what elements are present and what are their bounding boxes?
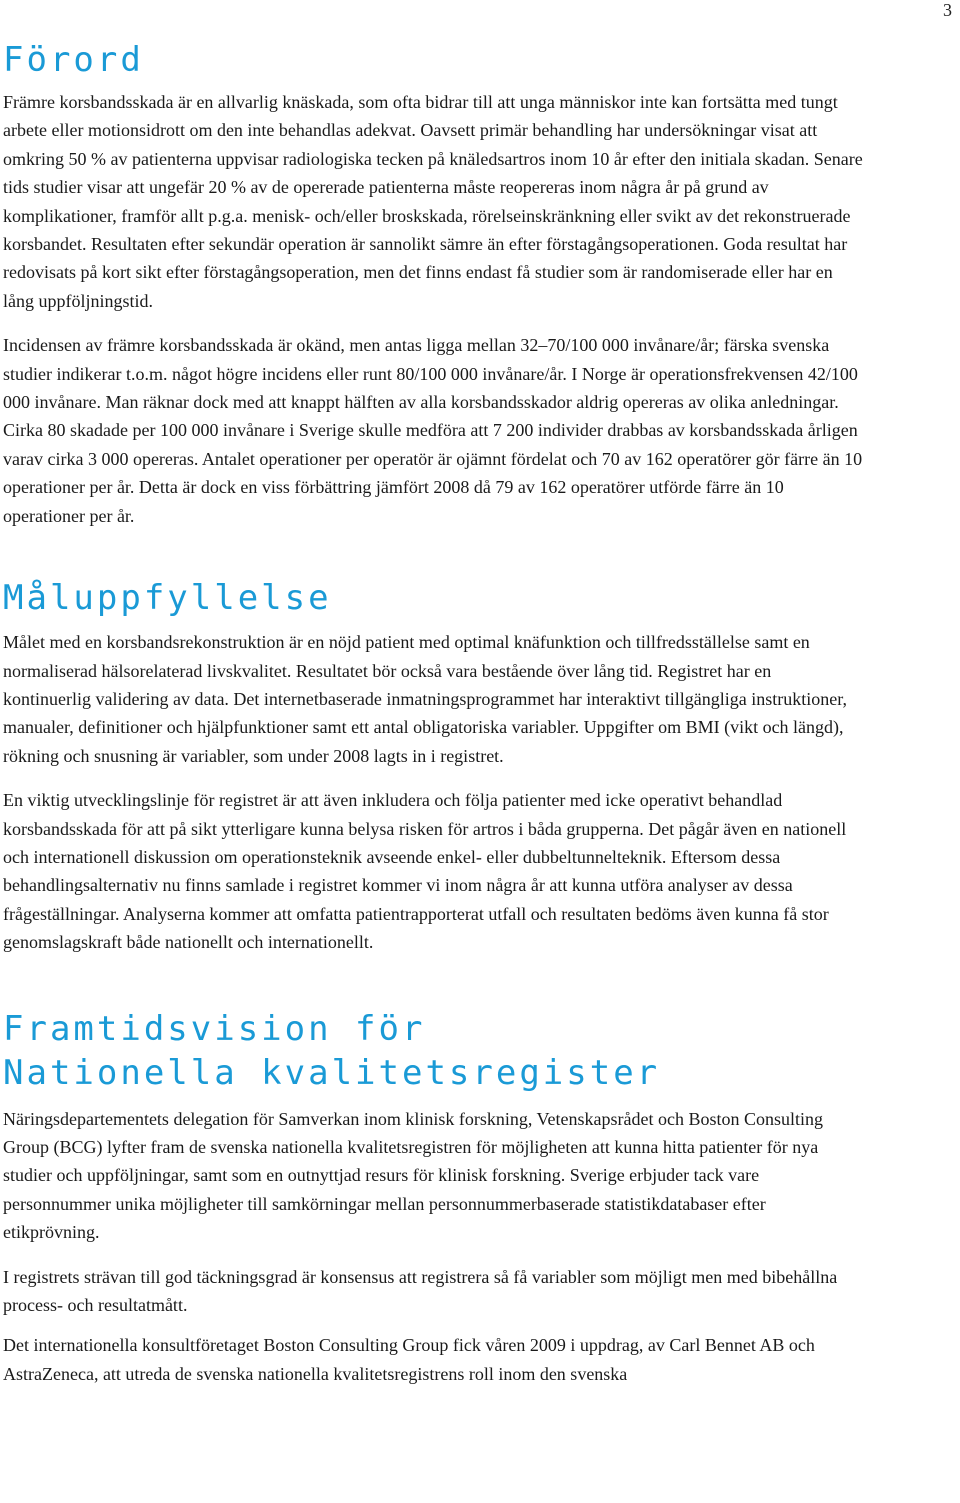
heading-framtidsvision-line1: Framtidsvision för — [3, 1008, 426, 1049]
heading-framtidsvision-line2: Nationella kvalitetsregister — [3, 1052, 661, 1093]
paragraph-forord-1: Främre korsbandsskada är en allvarlig knäskada, som ofta bidrar till att unga människor inte kan fortsätta med tungt arbete eller motionsidrott om den inte behandlas adekvat. Oavsett primär behandling har undersökningar visat att omkring 50 % av patienterna uppvisar radiologiska tecken på knäledsartros inom 10 år efter den initiala skadan. Senare tids studier visar att ungefär 20 % av de opererade patienterna måste reopereras inom några år på grund av komplikationer, framför allt p.g.a. menisk- och/eller broskskada, rörelseinskränkning eller svikt av det rekonstruerade korsbandet. Resultaten efter sekundär operation är sannolikt sämre än efter förstagångsoperationen. Goda resultat har redovisats på kort sikt efter förstagångsoperation, men det finns endast få studier som är randomiserade eller har en lång uppföljningstid. — [3, 92, 863, 311]
paragraph-framtidsvision-3: Det internationella konsultföretaget Boston Consulting Group fick våren 2009 i uppdrag, av Carl Bennet AB och AstraZeneca, att utreda de svenska nationella kvalitetsregistrens roll inom den svenska — [3, 1335, 815, 1384]
paragraph-forord-2: Incidensen av främre korsbandsskada är okänd, men antas ligga mellan 32–70/100 000 invånare/år; färska svenska studier indikerar t.o.m. något högre incidens eller runt 80/100 000 invånare/år. I Norge är operationsfrekvensen 42/100 000 invånare. Man räknar dock med att knappt hälften av alla korsbandsskador aldrig opereras av olika anledningar. Cirka 80 skadade per 100 000 invånare i Sverige skulle medföra att 7 200 individer drabbas av korsbandsskada årligen varav cirka 3 000 opereras. Antalet operationer per operatör är ojämnt fördelat och 70 av 162 operatörer gör färre än 10 operationer per år. Detta är dock en viss förbättring jämfört 2008 då 79 av 162 operatörer utförde färre än 10 operationer per år. — [3, 335, 863, 526]
paragraph-framtidsvision-1: Näringsdepartementets delegation för Samverkan inom klinisk forskning, Vetenskapsrådet och Boston Consulting Group (BCG) lyfter fram de svenska nationella kvalitetsregistren för möjligheten att kunna hitta patienter för nya studier och uppföljningar, samt som en outnyttjad resurs för klinisk forskning. Sverige erbjuder tack vare personnummer unika möjligheter till samkörningar mellan personnummerbaserade statistikdatabaser efter etikprövning. — [3, 1108, 824, 1243]
document-body — [3, 38, 863, 1404]
paragraph-maluppfyllelse-1: Målet med en korsbandsrekonstruktion är en nöjd patient med optimal knäfunktion och tillfredsställelse samt en normaliserad hälsorelaterad livskvalitet. Resultatet bör också vara bestående över lång tid. Registret har en kontinuerlig validering av data. Det internetbaserade inmatningsprogrammet har interaktivt tillgängliga instruktioner, manualer, definitioner och hjälpfunktioner samt ett antal obligatoriska variabler. Uppgifter om BMI (vikt och längd), rökning och snusning är variabler, som under 2008 lagts in i registret. — [3, 632, 848, 766]
paragraph-framtidsvision-2: I registrets strävan till god täckningsgrad är konsensus att registrera så få variabler som möjligt men med bibehållna process- och resultatmått. — [3, 1266, 838, 1315]
heading-framtidsvision — [3, 1007, 863, 1095]
page-number: 3 — [943, 0, 952, 20]
heading-forord: Förord — [3, 40, 144, 80]
paragraph-maluppfyllelse-2: En viktig utvecklingslinje för registret är att även inkludera och följa patienter med icke operativt behandlad korsbandsskada för att på sikt ytterligare kunna belysa risken för artros i båda grupperna. Det pågår även en nationell och internationell diskussion om operationsteknik avseende enkel- eller dubbeltunnelteknik. Eftersom dessa behandlingsalternativ nu finns samlade i registret kommer vi inom några år att kunna utföra analyser av dessa frågeställningar. Analyserna kommer att omfatta patientrapporterat utfall och resultaten bedöms även kunna få stor genomslagskraft både nationellt och internationellt. — [3, 790, 847, 953]
heading-maluppfyllelse: Måluppfyllelse — [3, 578, 332, 619]
